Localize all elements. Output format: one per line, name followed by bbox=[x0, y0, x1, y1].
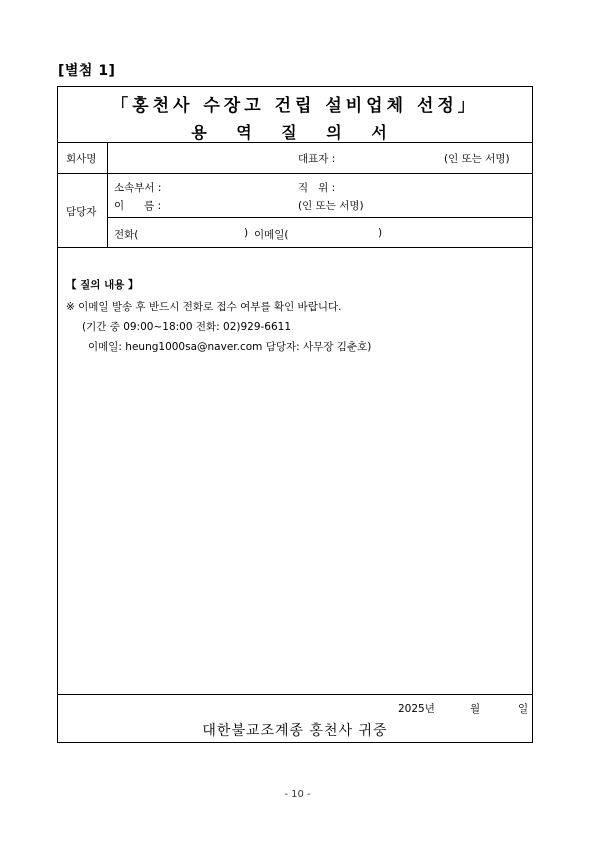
divider-title bbox=[58, 142, 532, 143]
inquiry-note-line2: (기간 중 09:00~18:00 전화: 02)929-6611 bbox=[82, 321, 292, 333]
divider-contact bbox=[58, 247, 532, 248]
representative-seal-label: (인 또는 서명) bbox=[444, 153, 510, 165]
contact-label: 담당자 bbox=[66, 206, 97, 218]
company-label: 회사명 bbox=[66, 153, 97, 165]
phone-label: 전화( bbox=[114, 229, 139, 241]
attachment-label: [별첨 1] bbox=[58, 63, 116, 79]
divider-company bbox=[58, 173, 532, 174]
inquiry-note-line3: 이메일: heung1000sa@naver.com 담당자: 사무장 김춘호) bbox=[88, 341, 372, 353]
divider-footer bbox=[58, 694, 532, 695]
divider-company-col bbox=[107, 143, 108, 173]
footer-year: 2025년 bbox=[398, 703, 435, 715]
email-label: 이메일( bbox=[254, 229, 289, 241]
name-seal-label: (인 또는 서명) bbox=[298, 200, 364, 212]
name-label: 이 름 : bbox=[114, 200, 162, 212]
footer-organization: 대한불교조계종 홍천사 귀중 bbox=[202, 723, 388, 739]
divider-contact-col bbox=[107, 174, 108, 247]
position-label: 직 위 : bbox=[298, 182, 336, 194]
phone-close: ) bbox=[244, 227, 249, 239]
form-title: 「홍천사 수장고 건립 설비업체 선정」 bbox=[111, 96, 479, 116]
inquiry-heading: 【 질의 내용 】 bbox=[66, 279, 139, 291]
inquiry-form bbox=[57, 86, 533, 743]
footer-day: 일 bbox=[518, 703, 529, 715]
email-close: ) bbox=[378, 227, 383, 239]
footer-month: 월 bbox=[470, 703, 481, 715]
page-number: - 10 - bbox=[284, 789, 311, 800]
representative-label: 대표자 : bbox=[298, 153, 336, 165]
inquiry-note-line1: ※ 이메일 발송 후 반드시 전화로 접수 여부를 확인 바랍니다. bbox=[66, 301, 342, 313]
divider-contact-inner bbox=[107, 217, 532, 218]
form-subtitle: 용 역 질 의 서 bbox=[191, 123, 399, 142]
department-label: 소속부서 : bbox=[114, 182, 162, 194]
